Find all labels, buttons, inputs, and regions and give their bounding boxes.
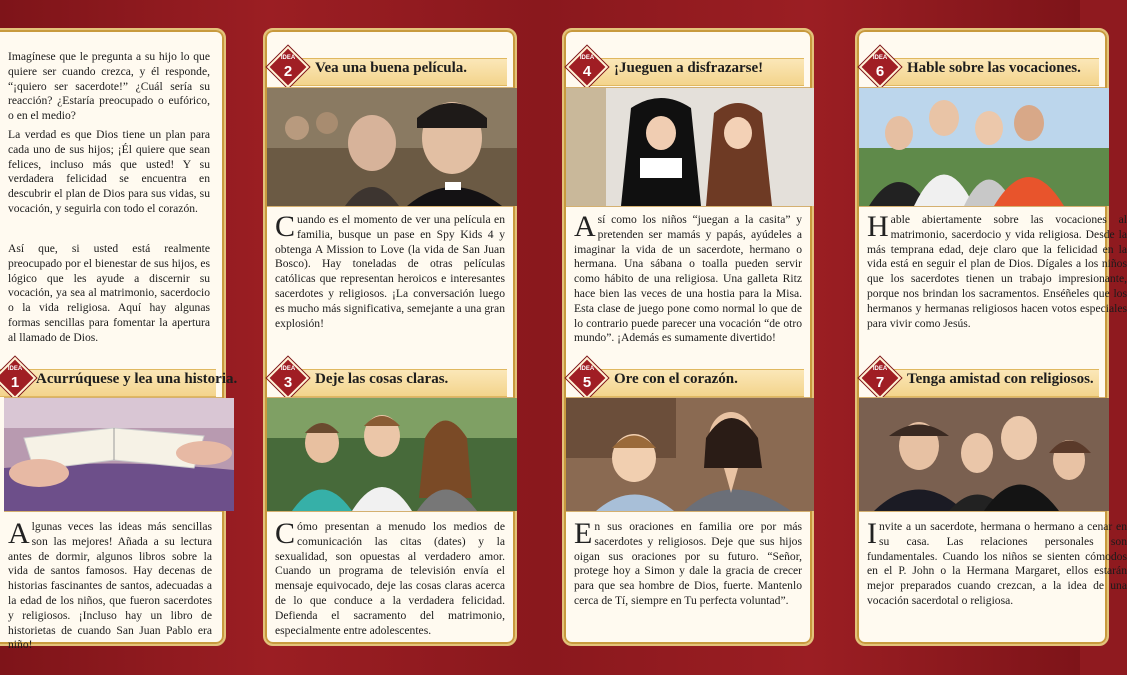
idea-7-header: [857, 365, 1107, 399]
idea-1-header: [0, 365, 238, 399]
idea-label: IDEA: [7, 366, 23, 372]
intro-paragraph-2: La verdad es que Dios tiene un plan para cada uno de sus hijos; ¡Él quiere que sean felices, incluso más que usted! Y su verdadera felicidad se encuentra en descubrir el plan de Dios para sus vidas, su vocación, y seguirla con todo el corazón.: [8, 128, 210, 215]
idea-4-body: sí como los niños “juegan a la casita” y pretenden ser mamás y papás, ayúdeles a imaginar la vida de un sacerdote, hermano o hermana. Una sábana o toalla pueden servir como hábito de una religiosa. Una galleta Ritz hace bien las veces de una hostia para la Misa. Esta clase de juego pone como normal lo que de lo contrario puede parecer una vocación “de otro mundo”. ¡Además es sumamente divertido!: [574, 213, 802, 345]
idea-1-text: Algunas veces las ideas más sencillas son las mejores! Añada a su lectura antes de dormir, algunos libros sobre la vida de santos famosos. Hay decenas de historias fascinantes de santos, adecuadas a la edad de los niños, que fueron sacerdotes y religiosos. ¡Incluso hay un libro de historietas de cuando San Juan Pablo era niño!: [8, 517, 212, 652]
family-photo: [859, 87, 1105, 207]
idea-5-header: [564, 365, 812, 399]
idea-6-body: able abiertamente sobre las vocaciones al matrimonio, sacerdocio y vida religiosa. Desde la más temprana edad, deje claro que la felicidad en la vida está en seguir el plan de Dios. Dígales a los niños que los sacerdotes tienen un trabajo impresionante, porque nos brindan los sacramentos. Enséñeles que los hermanos y hermanas religiosos hacen votos especiales para vivir como Jesús.: [867, 213, 1127, 330]
idea-label: IDEA: [280, 55, 296, 61]
panel-3: [562, 28, 814, 646]
idea-7-body: nvite a un sacerdote, hermana o hermano a cenar en su casa. Las relaciones personales son fundamentales. Cuando los niños se sienten cómodos en el P. John o la Hermana Margaret, ellos estarán mejor preparados cuando crezcan, a la idea de una vocación sacerdotal o religiosa.: [867, 520, 1127, 607]
idea-label: IDEA: [872, 366, 888, 372]
idea-label: IDEA: [280, 366, 296, 372]
teens-photo: [267, 397, 513, 512]
idea-label: IDEA: [579, 366, 595, 372]
idea-2-header: [265, 54, 515, 88]
idea-number: 2: [283, 63, 293, 80]
panel-2: [263, 28, 517, 646]
idea-6-header: [857, 54, 1107, 88]
idea-title: Hable sobre las vocaciones.: [907, 60, 1081, 76]
idea-number: 1: [10, 374, 20, 391]
dress-up-photo: [566, 87, 810, 207]
idea-number: 4: [582, 63, 592, 80]
idea-number: 3: [283, 374, 293, 391]
idea-title: Deje las cosas claras.: [315, 371, 449, 387]
idea-title: ¡Jueguen a disfrazarse!: [614, 60, 764, 76]
idea-number: 7: [875, 374, 885, 391]
idea-title: Ore con el corazón.: [614, 371, 738, 387]
idea-1-body: lgunas veces las ideas más sencillas son las mejores! Añada a su lectura antes de dormir, algunos libros sobre la vida de santos famosos. Hay decenas de historias fascinantes de santos, adecuadas a la edad de los niños, que fueron sacerdotes y religiosos. ¡Incluso hay un libro de historietas de cuando San Juan Pablo era niño!: [8, 520, 212, 652]
idea-5-text: En sus oraciones en familia ore por más sacerdotes y religiosos. Deje que sus hijos oigan sus oraciones por su futuro. “Señor, protege hoy a Simon y dale la gracia de crecer para que sea hombre de Dios, fuerte. Mantenlo cerca de Tí, siempre en Tu perfecta voluntad”.: [574, 517, 802, 607]
idea-6-text: Hable abiertamente sobre las vocaciones al matrimonio, sacerdocio y vida religiosa. Desde la más temprana edad, deje claro que la felicidad en la vida está en seguir el plan de Dios. Dígales a los niños que los sacerdotes tienen un trabajo impresionante, porque nos brindan los sacramentos. Enséñeles que los hermanos y hermanas religiosos hacen votos especiales para vivir como Jesús.: [867, 210, 1127, 330]
idea-7-text: Invite a un sacerdote, hermana o hermano a cenar en su casa. Las relaciones personales son fundamentales. Cuando los niños se sienten cómodos en el P. John o la Hermana Margaret, ellos estarán mejor preparados cuando crezcan, a la idea de una vocación sacerdotal o religiosa.: [867, 517, 1127, 607]
panel-1: [0, 28, 238, 652]
idea-4-text: Así como los niños “juegan a la casita” y pretenden ser mamás y papás, ayúdeles a imaginar la vida de un sacerdote, hermano o hermana. Una sábana o toalla pueden servir como hábito de una religiosa. Una galleta Ritz hace bien las veces de una hostia para la Misa. Esta clase de juego pone como normal lo que de lo contrario puede parecer una vocación “de otro mundo”. ¡Además es sumamente divertido!: [574, 210, 802, 345]
religious-friends-photo: [859, 397, 1105, 512]
idea-5-body: n sus oraciones en familia ore por más sacerdotes y religiosos. Deje que sus hijos oigan sus oraciones por su futuro. “Señor, protege hoy a Simon y dale la gracia de crecer para que sea hombre de Dios, fuerte. Mantenlo cerca de Tí, siempre en Tu perfecta voluntad”.: [574, 520, 802, 607]
idea-title: Acurrúquese y lea una historia.: [36, 371, 238, 387]
idea-label: IDEA: [872, 55, 888, 61]
idea-number: 6: [875, 63, 885, 80]
idea-2-body: uando es el momento de ver una película en familia, busque un pase en Spy Kids 4 y obtenga A Mission to Love (la vida de San Juan Bosco). Hay toneladas de otras películas católicas que representan heroicos e interesantes sacerdotes y religiosos. ¡La conversación luego es mucho más significativa, semejante a una gran explosión!: [275, 213, 505, 330]
idea-2-text: Cuando es el momento de ver una película en familia, busque un pase en Spy Kids 4 y obtenga A Mission to Love (la vida de San Juan Bosco). Hay toneladas de otras películas católicas que representan heroicos e interesantes sacerdotes y religiosos. ¡La conversación luego es mucho más significativa, semejante a una gran explosión!: [275, 210, 505, 330]
movie-photo: [267, 87, 513, 207]
idea-3-body: ómo presentan a menudo los medios de comunicación las citas (dates) y la sexualidad, son opuestas al verdadero amor. Cuando un programa de televisión envía el mensaje equivocado, deje las cosas claras acerca de lo que conduce a la verdadera felicidad. Defienda el sacramento del matrimonio, especialmente entre adolescentes.: [275, 520, 505, 637]
idea-4-header: [564, 54, 812, 88]
idea-3-text: Cómo presentan a menudo los medios de comunicación las citas (dates) y la sexualidad, son opuestas al verdadero amor. Cuando un programa de televisión envía el mensaje equivocado, deje las cosas claras acerca de lo que conduce a la verdadera felicidad. Defienda el sacramento del matrimonio, especialmente entre adolescentes.: [275, 517, 505, 637]
idea-title: Vea una buena película.: [315, 60, 467, 76]
reading-photo: [4, 397, 222, 512]
prayer-photo: [566, 397, 810, 512]
idea-number: 5: [582, 374, 592, 391]
idea-label: IDEA: [579, 55, 595, 61]
intro-paragraph-1: Imagínese que le pregunta a su hijo lo que quiere ser cuando crezca, y él responde, “¡quiero ser sacerdote!” ¿Cuál sería su reacción? ¿Estaría preocupado o eufórico, o en el medio?: [8, 50, 210, 123]
idea-3-header: [265, 365, 515, 399]
panel-4: [855, 28, 1127, 646]
idea-title: Tenga amistad con religiosos.: [907, 371, 1094, 387]
intro-paragraph-3: Así que, si usted está realmente preocupado por el bienestar de sus hijos, es lógico que les ayude a discernir su vocación, ya sea al matrimonio, sacerdocio o la vida religiosa. Aquí hay algunas formas sencillas para fomentar la apertura al llamado de Dios.: [8, 242, 210, 344]
